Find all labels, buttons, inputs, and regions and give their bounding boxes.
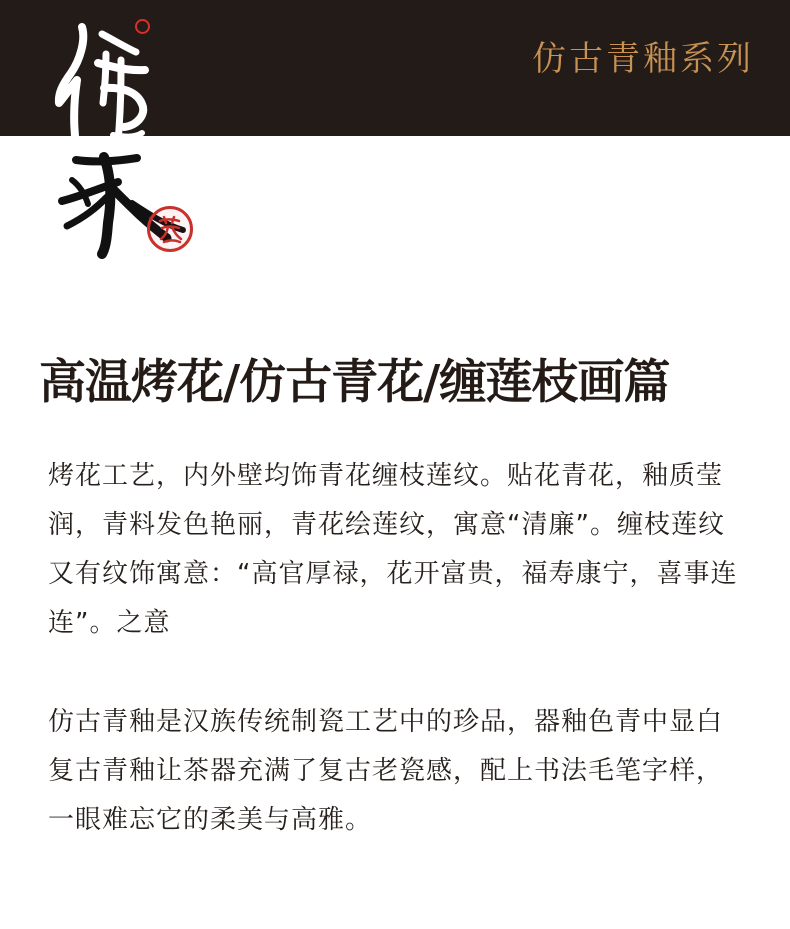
logo-circle-icon [135, 19, 150, 34]
page-title: 高温烤花/仿古青花/缠莲枝画篇 [39, 355, 670, 410]
red-seal-icon [147, 206, 193, 252]
series-title: 仿古青釉系列 [532, 39, 754, 79]
brand-logo [46, 12, 206, 260]
description-paragraph-2: 仿古青釉是汉族传统制瓷工艺中的珍品，器釉色青中显白复古青釉让茶器充满了复古老瓷感，配上书法毛笔字样，一眼难忘它的柔美与高雅。 [48, 707, 724, 835]
description-paragraph-1: 烤花工艺，内外壁均饰青花缠枝莲纹。贴花青花，釉质莹润，青料发色艳丽，青花绘莲纹，寓意“清廉”。缠枝莲纹又有纹饰寓意：“高官厚禄，花开富贵，福寿康宁，喜事连连”。之意 [48, 461, 738, 638]
